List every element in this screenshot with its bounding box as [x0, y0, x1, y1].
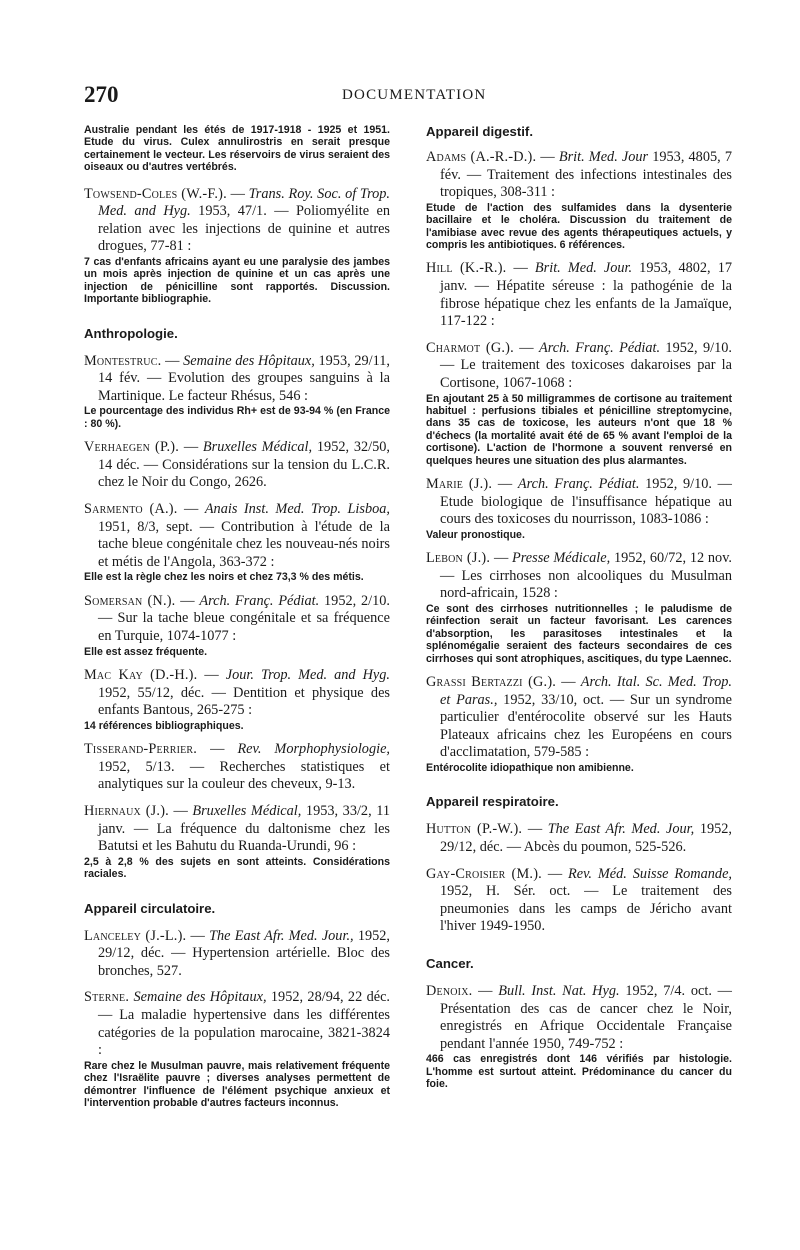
abstract-note: Entérocolite idiopathique non amibienne.	[426, 761, 634, 774]
separator: —	[472, 982, 499, 999]
citation-details: 1952, 9/10. — Etude biologique de l'insuffisance hépatique au cours des toxicoses du nourrisson, 1083-1086 :	[440, 476, 732, 528]
journal-title: The East Afr. Med. Jour.,	[209, 927, 354, 944]
journal-title: Brit. Med. Jour	[558, 149, 649, 165]
journal-title: Trans. Roy. Soc. of Trop. Med. and Hyg.	[98, 185, 390, 220]
citation-details: 1952, 7/4. oct. — Présentation des cas de cancer chez le Noir, enregistrés en Afrique Occidentale Française pendant l'année 1950, 749-752 :	[440, 982, 732, 1052]
author-name: Montestruc.	[84, 352, 162, 369]
bibliography-entry	[426, 260, 732, 330]
journal-title: Semaine des Hôpitaux,	[133, 989, 267, 1006]
separator: —	[536, 149, 559, 165]
journal-title: Bruxelles Médical,	[202, 439, 313, 456]
journal-title: Arch. Franç. Pédiat.	[517, 476, 640, 492]
bibliography-entry	[84, 928, 390, 981]
citation	[426, 550, 732, 603]
journal-title: Bruxelles Médical,	[192, 802, 302, 819]
author-name: Towsend-Coles (W.-F.).	[84, 185, 227, 202]
citation-details: 1952, 29/12, déc. — Hypertension artérielle. Bloc des bronches, 527.	[98, 927, 390, 979]
bibliography-entry	[426, 674, 732, 774]
bibliography-entry	[426, 476, 732, 541]
bibliography-entry	[84, 186, 390, 306]
separator: —	[179, 439, 203, 456]
citation-details: 1952, 55/12, déc. — Dentition et physique des enfants Bantous, 265-275 :	[98, 684, 390, 719]
citation-details: 1951, 8/3, sept. — Contribution à l'étude de la tache bleue congénitale chez les nouveau-nés noirs et métis de l'Angola, 363-372 :	[98, 518, 390, 570]
citation-details: 1952, 60/72, 12 nov. — Les cirrhoses non alcooliques du Musulman nord-africain, 1528 :	[440, 550, 732, 602]
bibliography-entry	[84, 353, 390, 431]
right-column	[426, 124, 732, 1100]
author-name: Hutton (P.-W.).	[426, 821, 523, 838]
abstract-note: 7 cas d'enfants africains ayant eu une paralysie des jambes un mois après injection de quinine et un cas après une injection de pénicilline sont rapportés. Discussion. Importante bibliographie.	[84, 256, 390, 306]
author-name: Marie (J.).	[426, 476, 493, 492]
separator: —	[168, 802, 193, 819]
bibliography-entry	[426, 550, 732, 665]
separator: —	[490, 550, 513, 567]
abstract-note: En ajoutant 25 à 50 milligrammes de cortisone au traitement habituel : perfusions tibiales et pénicilline streptomycine, dans 35 cas de toxicose, les auteurs n'ont que 18 % d'échecs (la mortalité avait été de 65 % avant l'emploi de la cortisone). L'action de l'hormone a souvent renversé en quelques heures une situation des plus alarmantes.	[426, 392, 732, 467]
abstract-note: 466 cas enregistrés dont 146 vérifiés par histologie. L'homme est surtout atteint. Prédominance du cancer du foie.	[426, 1053, 732, 1091]
author-name: Denoix.	[426, 982, 473, 999]
bibliography-entry	[84, 501, 390, 584]
author-name: Adams (A.-R.-D.).	[426, 149, 537, 165]
journal-title: Jour. Trop. Med. and Hyg.	[225, 666, 390, 683]
citation	[426, 866, 732, 936]
citation	[84, 667, 390, 720]
citation-details: 1953, 33/2, 11 janv. — La fréquence du daltonisme chez les Batutsi et les Bahutu du Ruanda-Urundi, 96 :	[98, 802, 390, 855]
section-heading: Appareil respiratoire.	[426, 794, 559, 810]
abstract-note: Ce sont des cirrhoses nutritionnelles ; le paludisme de réinfection serait un facteur favorisant. Les carences d'absorption, les parasitoses intestinales et la splénomégalie seraient des facteurs secondaires de ces cirrhoses qui sont atrophiques, ascitiques, du type Laennec.	[426, 602, 732, 665]
separator: —	[197, 741, 238, 758]
separator: —	[197, 666, 226, 683]
citation-details: 1953, 4805, 7 fév. — Traitement des infections intestinales des tropiques, 308-311 :	[440, 149, 732, 201]
bibliography-entry	[426, 983, 732, 1091]
citation-details: 1952, 28/94, 22 déc. — La maladie hypertensive dans les différentes catégories de la population marocaine, 3821-3824 :	[98, 989, 390, 1059]
author-name: Hiernaux (J.).	[84, 802, 169, 819]
separator: —	[161, 352, 184, 369]
section-heading: Anthropologie.	[84, 325, 178, 341]
separator: —	[522, 821, 548, 838]
citation-details: 1952, 9/10. — Le traitement des toxicoses dakaroises par la Cortisone, 1067-1068 :	[440, 339, 732, 391]
citation	[84, 741, 390, 794]
journal-title: Rev. Morphophysiologie,	[237, 741, 390, 758]
author-name: Grassi Bertazzi (G.).	[426, 674, 557, 690]
journal-title: Arch. Franç. Pédiat.	[538, 339, 661, 356]
separator: —	[175, 592, 200, 609]
citation	[84, 439, 390, 492]
citation	[84, 928, 390, 981]
author-name: Hill (K.-R.).	[426, 260, 507, 277]
separator: —	[186, 927, 210, 944]
citation-details: 1952, 2/10. — Sur la tache bleue congénitale et sa fréquence en Turquie, 1074-1077 :	[98, 592, 390, 644]
running-title: DOCUMENTATION	[342, 87, 487, 103]
citation-details: 1952, 32/50, 14 déc. — Considérations sur la tension du L.C.R. chez le Noir du Congo, 2626.	[98, 439, 390, 491]
separator: —	[226, 185, 249, 202]
journal-title: Bull. Inst. Nat. Hyg.	[498, 982, 620, 999]
citation-details: 1952, 29/12, déc. — Abcès du poumon, 525-526.	[440, 821, 732, 855]
citation	[426, 983, 732, 1053]
citation	[84, 593, 390, 646]
author-name: Mac Kay (D.-H.).	[84, 666, 198, 683]
citation-details: 1953, 47/1. — Poliomyélite en relation avec les injections de quinine et autres drogues, 77-81 :	[98, 203, 390, 255]
bibliography-entry	[84, 741, 390, 794]
bibliography-entry	[426, 866, 732, 936]
author-name: Somersan (N.).	[84, 592, 176, 609]
bibliography-entry	[84, 803, 390, 881]
section-heading: Appareil digestif.	[426, 124, 533, 139]
author-name: Sterne.	[84, 989, 130, 1006]
separator: —	[506, 260, 535, 277]
abstract-note: Rare chez le Musulman pauvre, mais relativement fréquente chez l'Israëlite pauvre ; diverses analyses permettent de démontrer l'influence de l'élément psychique anxieux et l'intervention probable d'autres facteurs inconnus.	[84, 1059, 390, 1109]
bibliography-entry	[84, 593, 390, 658]
separator: —	[513, 339, 539, 356]
bibliography-entry	[84, 989, 390, 1109]
citation-details: 1953, 4802, 17 janv. — Hépatite séreuse : la pathogénie de la fibrose hépatique chez les enfants de la Jamaïque, 117-122 :	[440, 260, 732, 330]
citation	[84, 186, 390, 256]
citation	[426, 149, 732, 202]
citation	[84, 501, 390, 571]
citation	[84, 803, 390, 856]
left-column	[84, 124, 390, 1118]
abstract-text: Australie pendant les étés de 1917-1918 - 1925 et 1951. Etude du virus. Culex annulirostris en serait presque certainement le vecteur. Les réservoirs de virus seraient des oiseaux ou d'autres vertébrés.	[84, 124, 390, 174]
bibliography-entry	[426, 340, 732, 467]
journal-title: Arch. Ital. Sc. Med. Trop. et Paras.,	[440, 674, 732, 708]
journal-title: Presse Médicale,	[512, 550, 611, 567]
abstract-note: 14 références bibliographiques.	[84, 719, 244, 732]
abstract-note: Elle est assez fréquente.	[84, 645, 208, 658]
page-header	[84, 82, 744, 112]
abstract-note: Etude de l'action des sulfamides dans la dysenterie bacillaire et le choléra. Discussion du traitement de l'amibiase avec revue des agents thérapeutiques actuels, y compris les antibiotiques. 6 références.	[426, 201, 732, 251]
journal-title: Semaine des Hôpitaux,	[183, 352, 315, 369]
abstract-note: Elle est la règle chez les noirs et chez 73,3 % des métis.	[84, 571, 364, 584]
citation-details: 1953, 29/11, 14 fév. — Evolution des groupes sanguins à la Martinique. Le facteur Rhésus, 546 :	[98, 352, 390, 404]
citation	[426, 260, 732, 330]
author-name: Lanceley (J.-L.).	[84, 927, 187, 944]
citation	[84, 989, 390, 1059]
bibliography-entry	[426, 821, 732, 856]
citation	[426, 821, 732, 856]
page-number: 270	[84, 82, 119, 107]
author-name: Charmot (G.).	[426, 339, 514, 356]
citation	[84, 353, 390, 406]
author-name: Sarmento (A.).	[84, 501, 178, 517]
citation-details: 1952, 5/13. — Recherches statistiques et analytiques sur la couleur des cheveux, 9-13.	[98, 758, 390, 793]
citation-details: 1952, H. Sér. oct. — Le traitement des pneumonies dans les camps de Jéricho avant l'hiver 1949-1950.	[440, 883, 732, 935]
separator: —	[492, 476, 518, 492]
bibliography-entry	[426, 149, 732, 251]
abstract-note: Le pourcentage des individus Rh+ est de 93-94 % (en France : 80 %).	[84, 405, 390, 430]
section-heading: Appareil circulatoire.	[84, 900, 216, 916]
bibliography-entry	[84, 667, 390, 732]
abstract-note: 2,5 à 2,8 % des sujets en sont atteints. Considérations raciales.	[84, 855, 390, 881]
separator: —	[177, 501, 205, 517]
citation-details: 1952, 33/10, oct. — Sur un syndrome particulier d'entérocolite observé sur les Hauts Plateaux africains chez les Européens en cours d'acclimatation, 579-585 :	[440, 691, 732, 761]
continued-abstract	[84, 124, 390, 174]
citation	[426, 674, 732, 762]
separator: —	[556, 674, 581, 690]
journal-title: Brit. Med. Jour.	[534, 260, 633, 277]
separator: —	[541, 865, 569, 882]
bibliography-entry	[84, 439, 390, 492]
author-name: Verhaegen (P.).	[84, 439, 180, 456]
author-name: Gay-Croisier (M.).	[426, 865, 542, 882]
abstract-note: Valeur pronostique.	[426, 528, 525, 541]
journal-title: Arch. Franç. Pédiat.	[199, 592, 320, 609]
author-name: Lebon (J.).	[426, 550, 491, 567]
journal-title: Anais Inst. Med. Trop. Lisboa,	[204, 501, 390, 517]
citation	[426, 340, 732, 393]
journal-title: The East Afr. Med. Jour,	[547, 821, 695, 838]
journal-title: Rev. Méd. Suisse Romande,	[568, 865, 732, 882]
author-name: Tisserand-Perrier.	[84, 741, 198, 758]
citation	[426, 476, 732, 529]
section-heading: Cancer.	[426, 955, 474, 971]
